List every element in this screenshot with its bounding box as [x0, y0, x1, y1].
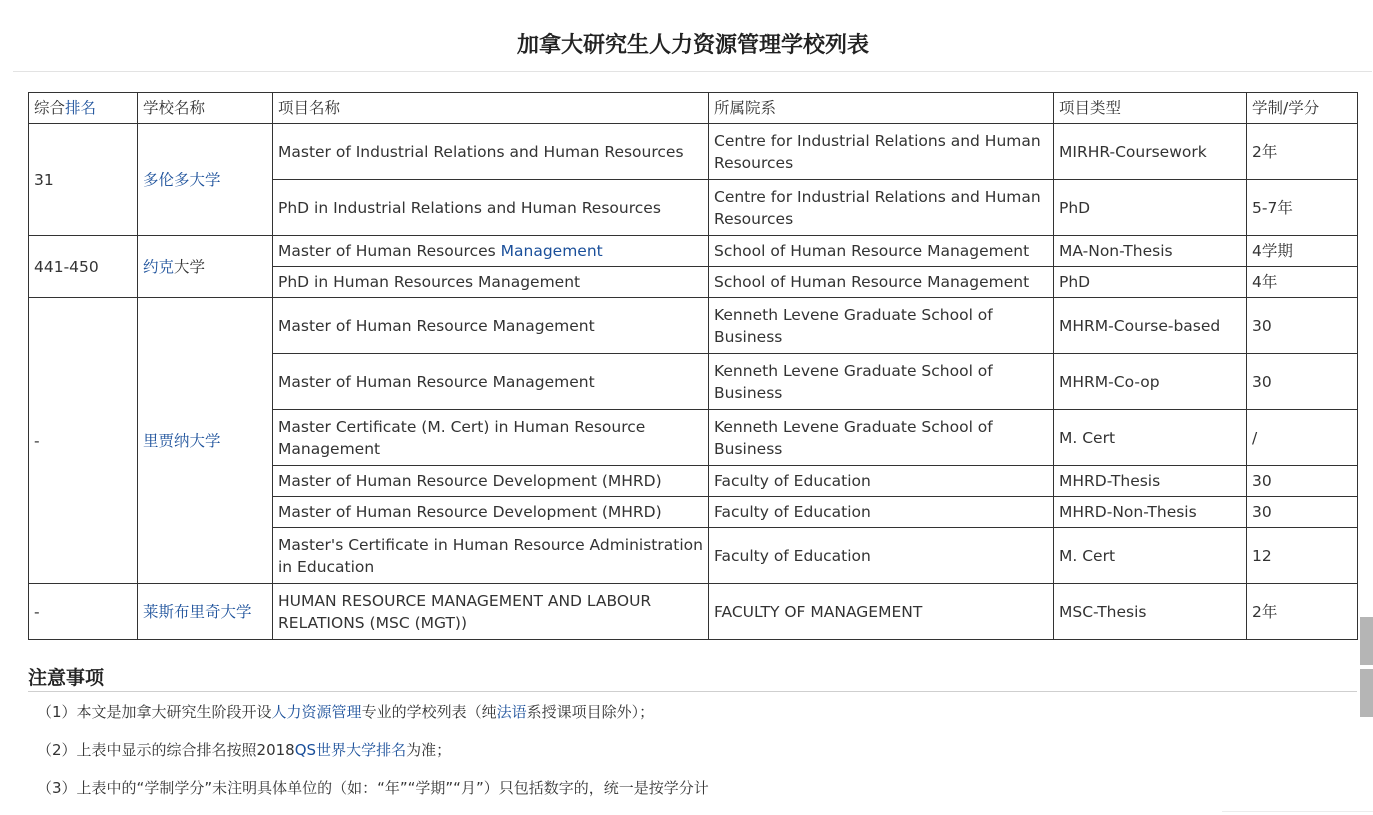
program-cell: HUMAN RESOURCE MANAGEMENT AND LABOUR RELATIONS (MSC (MGT)) — [273, 584, 709, 640]
school-list-table — [28, 92, 1358, 640]
table-header-row — [29, 93, 1358, 124]
program-cell: Master of Industrial Relations and Human Resources — [273, 124, 709, 180]
program-cell: PhD in Human Resources Management — [273, 267, 709, 298]
bottom-divider — [1222, 811, 1373, 812]
header-school: 学校名称 — [138, 93, 273, 124]
faculty-cell: Faculty of Education — [709, 497, 1054, 528]
school-link[interactable]: 莱斯布里奇大学 — [143, 602, 252, 621]
faculty-cell: School of Human Resource Management — [709, 267, 1054, 298]
scroll-handle-upper[interactable] — [1360, 617, 1373, 665]
duration-cell: 4年 — [1247, 267, 1358, 298]
notes-title: 注意事项 — [28, 667, 105, 689]
type-cell: MIRHR-Coursework — [1054, 124, 1247, 180]
header-type: 项目类型 — [1054, 93, 1247, 124]
faculty-cell: School of Human Resource Management — [709, 236, 1054, 267]
faculty-cell: Faculty of Education — [709, 528, 1054, 584]
school-cell: 约克大学 — [138, 236, 273, 298]
note-item-1: （1）本文是加拿大研究生阶段开设人力资源管理专业的学校列表（纯法语系授课项目除外）； — [37, 703, 655, 721]
program-cell: Master of Human Resource Development (MHRD) — [273, 497, 709, 528]
header-faculty: 所属院系 — [709, 93, 1054, 124]
rank-cell: - — [29, 298, 138, 584]
french-link[interactable]: 法语 — [496, 703, 527, 721]
table-row — [29, 298, 1358, 354]
duration-cell: 30 — [1247, 497, 1358, 528]
table-row — [29, 236, 1358, 267]
type-cell: MA-Non-Thesis — [1054, 236, 1247, 267]
school-link[interactable]: 约克 — [143, 257, 175, 276]
program-cell: Master's Certificate in Human Resource Administration in Education — [273, 528, 709, 584]
type-cell: M. Cert — [1054, 528, 1247, 584]
management-link[interactable]: Management — [500, 242, 603, 260]
header-rank: 综合排名 — [29, 93, 138, 124]
program-cell: Master of Human Resource Management — [273, 354, 709, 410]
notes-divider — [28, 691, 1357, 692]
ranking-link[interactable]: 排名 — [65, 99, 97, 117]
rank-cell: 441-450 — [29, 236, 138, 298]
program-cell: Master of Human Resources Management — [273, 236, 709, 267]
type-cell: MHRD-Non-Thesis — [1054, 497, 1247, 528]
type-cell: MHRM-Course-based — [1054, 298, 1247, 354]
duration-cell: 30 — [1247, 298, 1358, 354]
type-cell: M. Cert — [1054, 410, 1247, 466]
type-cell: PhD — [1054, 267, 1247, 298]
side-scroll-widget[interactable] — [1360, 617, 1373, 717]
qs-ranking-link[interactable]: QS世界大学排名 — [294, 741, 407, 759]
rank-cell: - — [29, 584, 138, 640]
school-cell — [138, 584, 273, 640]
school-link[interactable]: 里贾纳大学 — [143, 431, 221, 450]
type-cell: MHRD-Thesis — [1054, 466, 1247, 497]
faculty-cell: FACULTY OF MANAGEMENT — [709, 584, 1054, 640]
scroll-handle-lower[interactable] — [1360, 669, 1373, 717]
duration-cell: 30 — [1247, 466, 1358, 497]
program-cell: Master Certificate (M. Cert) in Human Resource Management — [273, 410, 709, 466]
duration-cell: 5-7年 — [1247, 180, 1358, 236]
header-duration: 学制/学分 — [1247, 93, 1358, 124]
rank-cell: 31 — [29, 124, 138, 236]
program-cell: PhD in Industrial Relations and Human Resources — [273, 180, 709, 236]
duration-cell: 4学期 — [1247, 236, 1358, 267]
duration-cell: 2年 — [1247, 584, 1358, 640]
title-divider — [13, 71, 1372, 72]
faculty-cell: Kenneth Levene Graduate School of Business — [709, 298, 1054, 354]
duration-cell: / — [1247, 410, 1358, 466]
duration-cell: 30 — [1247, 354, 1358, 410]
faculty-cell: Centre for Industrial Relations and Human Resources — [709, 180, 1054, 236]
table-row — [29, 584, 1358, 640]
page-title: 加拿大研究生人力资源管理学校列表 — [516, 33, 869, 58]
program-cell: Master of Human Resource Management — [273, 298, 709, 354]
hr-management-link[interactable]: 人力资源管理 — [271, 703, 362, 721]
school-cell — [138, 298, 273, 584]
type-cell: MHRM-Co-op — [1054, 354, 1247, 410]
program-cell: Master of Human Resource Development (MHRD) — [273, 466, 709, 497]
type-cell: PhD — [1054, 180, 1247, 236]
faculty-cell: Kenneth Levene Graduate School of Business — [709, 410, 1054, 466]
school-link[interactable]: 多伦多大学 — [143, 170, 221, 189]
table-row — [29, 124, 1358, 180]
faculty-cell: Faculty of Education — [709, 466, 1054, 497]
duration-cell: 12 — [1247, 528, 1358, 584]
school-cell — [138, 124, 273, 236]
note-item-2: （2）上表中显示的综合排名按照2018QS世界大学排名为准； — [37, 741, 452, 759]
faculty-cell: Centre for Industrial Relations and Human Resources — [709, 124, 1054, 180]
type-cell: MSC-Thesis — [1054, 584, 1247, 640]
note-item-3: （3）上表中的“学制学分”未注明具体单位的（如：“年”“学期”“月”）只包括数字的，统一是按学分计 — [37, 779, 709, 797]
duration-cell: 2年 — [1247, 124, 1358, 180]
header-program: 项目名称 — [273, 93, 709, 124]
faculty-cell: Kenneth Levene Graduate School of Business — [709, 354, 1054, 410]
